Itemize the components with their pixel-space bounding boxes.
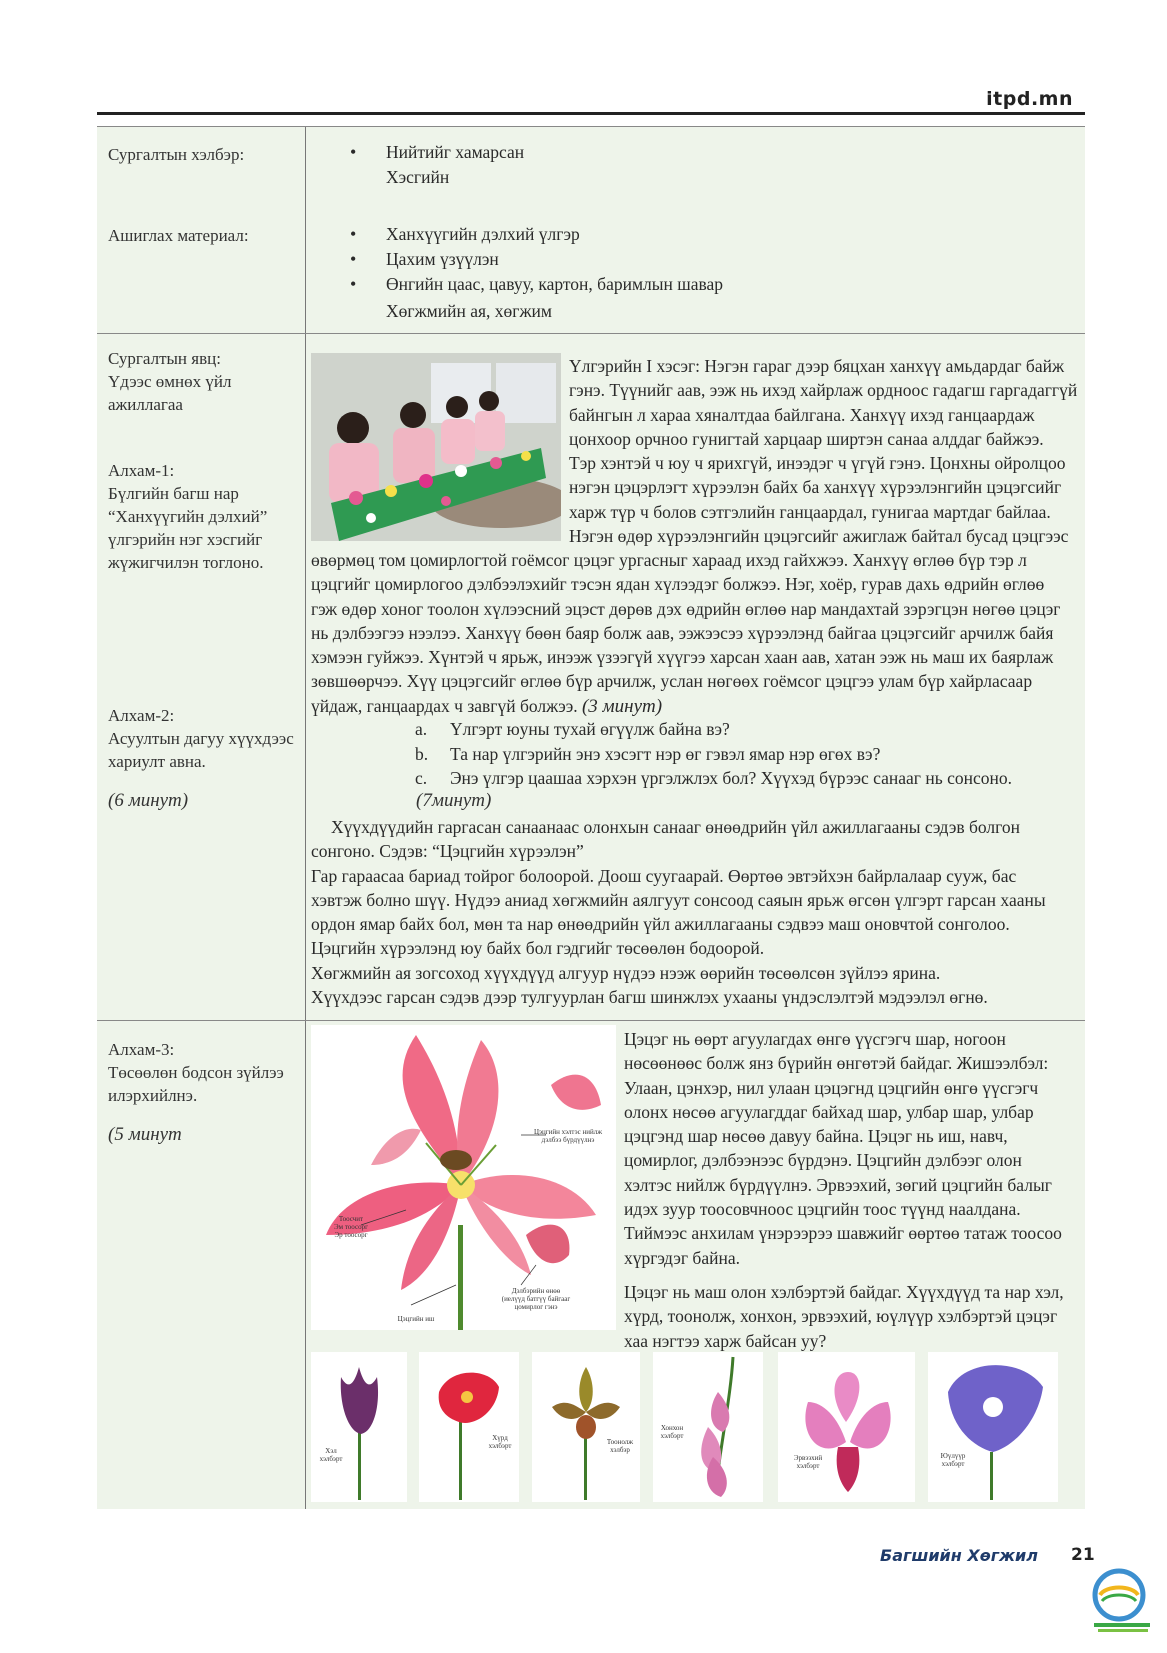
thumb-label: Хонхон хэлбэрт (660, 1424, 684, 1440)
flower-text-line: хаа нэгтээ харж байсан уу? (624, 1330, 827, 1351)
flower-text-line: цомирлог, дэлбээнээс бүрдэнэ. Цэцгийн дэлбээг олон (624, 1150, 1022, 1171)
question-text: Энэ үлгэр цаашаа хэрхэн үргэлжлэх бол? Хүүхэд бүрээс санааг нь сонсоно. (450, 768, 1012, 788)
question-list (415, 717, 1012, 791)
material-item: Хөгжмийн ая, хөгжим (386, 301, 552, 321)
diagram-label-line: Эр тоосорг (334, 1231, 368, 1239)
story-line: цонхоор орчноо гунигтай харцаар ширтэн санаа алддаг байжээ. (569, 428, 1044, 449)
step2-label (108, 704, 294, 812)
column-divider (305, 127, 306, 1509)
story-last-text: үйдаж, ганцаардах ч завгүй болжээ. (311, 695, 578, 716)
question-item (415, 742, 1012, 767)
form-item: Хэсгийн (386, 167, 450, 187)
process-line: Үдээс өмнөх үйл (108, 372, 232, 391)
step1-label (108, 459, 267, 574)
step2-line: Асуултын дагуу хүүхдээс (108, 729, 294, 748)
step2-time: (6 минут) (108, 790, 189, 811)
step1-line: үлгэрийн нэг хэсгийг (108, 530, 263, 549)
step2-title: Алхам-2: (108, 706, 175, 725)
form-item: • Нийтийг хамарсан (350, 140, 524, 165)
activity-line: сонгоно. Сэдэв: “Цэцгийн хүрээлэн” (311, 841, 584, 862)
story-wrap (569, 354, 1080, 548)
diagram-label-line: Эм тоосорг (334, 1223, 368, 1231)
flower-text-line: Тиймээс анхилам үнэрээрээ шавжийг өөртөө татаж тоосоо (624, 1223, 1062, 1244)
teacher-development-logo-icon (1086, 1565, 1156, 1640)
label-material: Ашиглах материал: (108, 226, 249, 245)
diagram-label-line: цомирлог гэнэ (514, 1303, 558, 1311)
diagram-label-line: (иелүүд батгүү байгааг (501, 1295, 571, 1303)
story-line: хэмээн гуйжээ. Хүнтэй ч ярьж, инээж үзээгүй хүүгээ харсан хаан аав, хатан ээж нь маш их баярлаж (311, 647, 1054, 668)
step1-line: Бүлгийн багш нар (108, 484, 239, 503)
material-item: • Цахим үзүүлэн (350, 247, 723, 272)
flower-text-line: идэх зуур тоосовчноос цэцгийн тоос түүнд наалдана. (624, 1199, 1021, 1220)
step3-time: (5 минут (108, 1124, 182, 1145)
thumb-label: Хүрд хэлбэрт (488, 1434, 512, 1450)
story-line: Нэгэн өдөр хүрээлэнгийн цэцэгсийг ажиглаж байтал бусад цэцгээс (569, 526, 1069, 547)
flower-thumb-wheel (419, 1352, 519, 1502)
diagram-label-line: Цэцгийн хэлтэс нийлж (533, 1128, 603, 1136)
material-item: • Ханхүүгийн дэлхий үлгэр (350, 222, 723, 247)
footer-title: Багшийн Хөгжил (880, 1546, 1038, 1565)
step1-title: Алхам-1: (108, 461, 175, 480)
story-line: гэж өдөр хоног тоолон хүлээсний эцэст дөрөв дэх өдрийн өглөө нар мандахтай зэрэгцэн нөгөө цэцэг (311, 598, 1061, 619)
question-key: b. (415, 743, 429, 764)
question-text: Үлгэрт юуны тухай өгүүлж байна вэ? (450, 719, 730, 739)
thumb-label: Тоонолж хэлбэр (606, 1438, 634, 1454)
story-line: цэцгийг цомирлогоо дэлбээлэхийг тэсэн ядан хүлээдэг болжээ. Нэг, хоёр, гурав дахь өдрийн өглөө (311, 574, 1045, 595)
flower-thumb-tongue (311, 1352, 407, 1502)
step3-label (108, 1038, 284, 1146)
flower-text-line: олонх нөсөө агуулагддаг байхад шар, улбар шар, улбар (624, 1101, 1034, 1122)
step3-title: Алхам-3: (108, 1040, 175, 1059)
activity-line: ордон ямар байх бол, мөн та нар өнөөдрийн үйл ажиллагааны сэдвээ маш оновчтой сонголоо. (311, 914, 1010, 935)
diagram-label (533, 1128, 603, 1144)
flower-thumb-funnel (928, 1352, 1058, 1502)
story-line: Үлгэрийн I хэсэг: Нэгэн гараг дээр бяцхан ханхүү амьдардаг байж (569, 356, 1065, 376)
diagram-label (496, 1287, 576, 1311)
diagram-label: Цэцгийн иш (397, 1315, 435, 1323)
label-form: Сургалтын хэлбэр: (108, 145, 245, 164)
story-line: нэгэн цэцэрлэгт хүрээлэн байх ба ханхүү хүрээлэнгийн цэцэгсийг (569, 477, 1062, 498)
story-line: зөвшөөрчээ. Хүү цэцэгсийг өглөө бүр арчилж, услан нөгөөх гоёмсог цэцгээ улам бүр хайрласаар (311, 671, 1033, 692)
question-text: Та нар үлгэрийн энэ хэсэгт нэр өг гэвэл ямар нэр өгөх вэ? (450, 743, 881, 764)
teachers-performance-photo (311, 353, 561, 541)
activity-line: Цэцгийн хүрээлэнд юу байх бол гэдгийг төсөөлөн бодоорой. (311, 938, 765, 959)
story-last-line (311, 694, 1079, 719)
lily-diagram (311, 1025, 616, 1330)
flower-text-line: цэцгэнд шар нөсөө давуу байна. Цэцэг нь иш, навч, (624, 1126, 1008, 1147)
step2-line: хариулт авна. (108, 752, 206, 771)
diagram-label-line: дэлбээ бүрдүүлнэ (541, 1136, 595, 1144)
story-line: гэнэ. Түүнийг аав, ээж нь ихэд хайрлаж ордноос гадагш гаргадаггүй (569, 380, 1078, 401)
question-key: c. (415, 768, 428, 788)
thumb-label: Юүлүүр хэлбэрт (940, 1452, 966, 1468)
story-line: байнгын л хараа хяналтдаа байлгана. Ханхүү ихэд ганцаардаж (569, 404, 1035, 425)
diagram-label-line: Тоосчит (338, 1215, 364, 1223)
story-line: Тэр хэнтэй ч юу ч ярихгүй, инээдэг ч үгүй гэнэ. Цонхны ойролцоо (569, 453, 1066, 474)
activity-line: Хүүхдээс гарсан сэдэв дээр тулгуурлан багш шинжлэх ухааны үндэслэлтэй мэдээлэл өгнө. (311, 987, 988, 1008)
step3-line: Төсөөлөн бодсон зүйлээ (108, 1063, 284, 1082)
flower-text-line: хүрд, тоонолж, хонхон, эрвээхий, юүлүүр хэлбэртэй цэцэг (624, 1306, 1058, 1327)
page-number: 21 (1071, 1545, 1095, 1565)
flower-text-line: Цэцэг нь маш олон хэлбэртэй байдаг. Хүүхдүүд та нар хэл, (624, 1282, 1064, 1302)
activity-text (311, 815, 1079, 1009)
flower-text-line: Цэцэг нь өөрт агуулагдах өнгө үүсгэгч шар, ногоон (624, 1029, 1006, 1049)
material-item: • Өнгийн цаас, цавуу, картон, баримлын шавар (350, 272, 723, 297)
flower-thumb-orchid (532, 1352, 640, 1502)
flower-shape-text (624, 1280, 1079, 1353)
story-full (311, 548, 1079, 719)
material-list (350, 222, 723, 324)
activity-line: Хүүхдүүдийн гаргасан санаанаас олонхын санааг өнөөдрийн үйл ажиллагааны сэдэв болгон (331, 817, 1021, 837)
story-line: нь дэлбээгээ нээлээ. Ханхүү бөөн баяр болж аав, ээжээсээ хүрээлэнд байгаа цэцэгсийг арчилж байя (311, 622, 1054, 643)
thumb-label: Эрвээхий хэлбэрт (793, 1454, 823, 1470)
step1-line: “Ханхүүгийн дэлхий” (108, 507, 268, 526)
header-rule (97, 112, 1085, 115)
diagram-label-line: Дэлбэрийн өнөө (511, 1287, 561, 1295)
activity-line: Хөгжмийн ая зогсоход хүүхдүүд алгуур нүдээ нээж өөрийн төсөөлсөн зүйлээ ярина. (311, 962, 941, 983)
form-list (350, 140, 524, 190)
flower-text-line: Улаан, цэнхэр, нил улаан цэцэгнд цэцгийн өнгө үүсгэгч (624, 1077, 1039, 1098)
thumb-label: Хэл хэлбэрт (319, 1447, 343, 1463)
story-line: өвөрмөц том цомирлогтой гоёмсог цэцэг ургасныг хараад ихэд гайхжээ. Ханхүү өглөө бүр тэр л (311, 550, 1027, 570)
flower-color-text (624, 1027, 1079, 1270)
question-key: a. (415, 719, 428, 739)
process-line: ажиллагаа (108, 395, 183, 414)
flower-text-line: нөсөөнөөс болж янз бүрийн өнгөтэй байдаг. Жишээлбэл: (624, 1053, 1049, 1074)
activity-line: Гар гараасаа бариад тойрог болоорой. Доош суугаарай. Өөртөө эвтэйхэн байрлалаар сууж, бас (311, 865, 1017, 886)
questions-time: (7минут) (416, 790, 492, 811)
flower-thumb-bell (653, 1352, 763, 1502)
flower-text-line: хэлтэс нийлж бүрдүүлнэ. Эрвээхий, зөгий цэцгийн балыг (624, 1174, 1052, 1195)
flower-text-line: хүргэдэг байна. (624, 1247, 740, 1268)
question-item (415, 717, 1012, 742)
site-url[interactable]: itpd.mn (986, 88, 1073, 110)
diagram-label (326, 1215, 376, 1239)
row-divider-2 (97, 1020, 1085, 1021)
activity-line: хэвтэж болно шүү. Нүдээ аниад хөгжмийн аялгуут сонсоод саяын ярьж өгсөн үлгэрт гарсан хааны (311, 889, 1046, 910)
step1-line: жүжигчилэн тоглоно. (108, 553, 264, 572)
flower-thumb-butterfly (778, 1352, 915, 1502)
story-time: (3 минут) (581, 695, 663, 717)
process-title: Сургалтын явц: (108, 349, 221, 368)
row-divider-1 (97, 333, 1085, 334)
step3-line: илэрхийлнэ. (108, 1086, 198, 1105)
process-label (108, 347, 231, 416)
question-item (415, 766, 1012, 791)
story-line: харж түр ч болов сэтгэлийн ганцаардал, гунигаа мартдаг байлаа. (569, 501, 1051, 522)
